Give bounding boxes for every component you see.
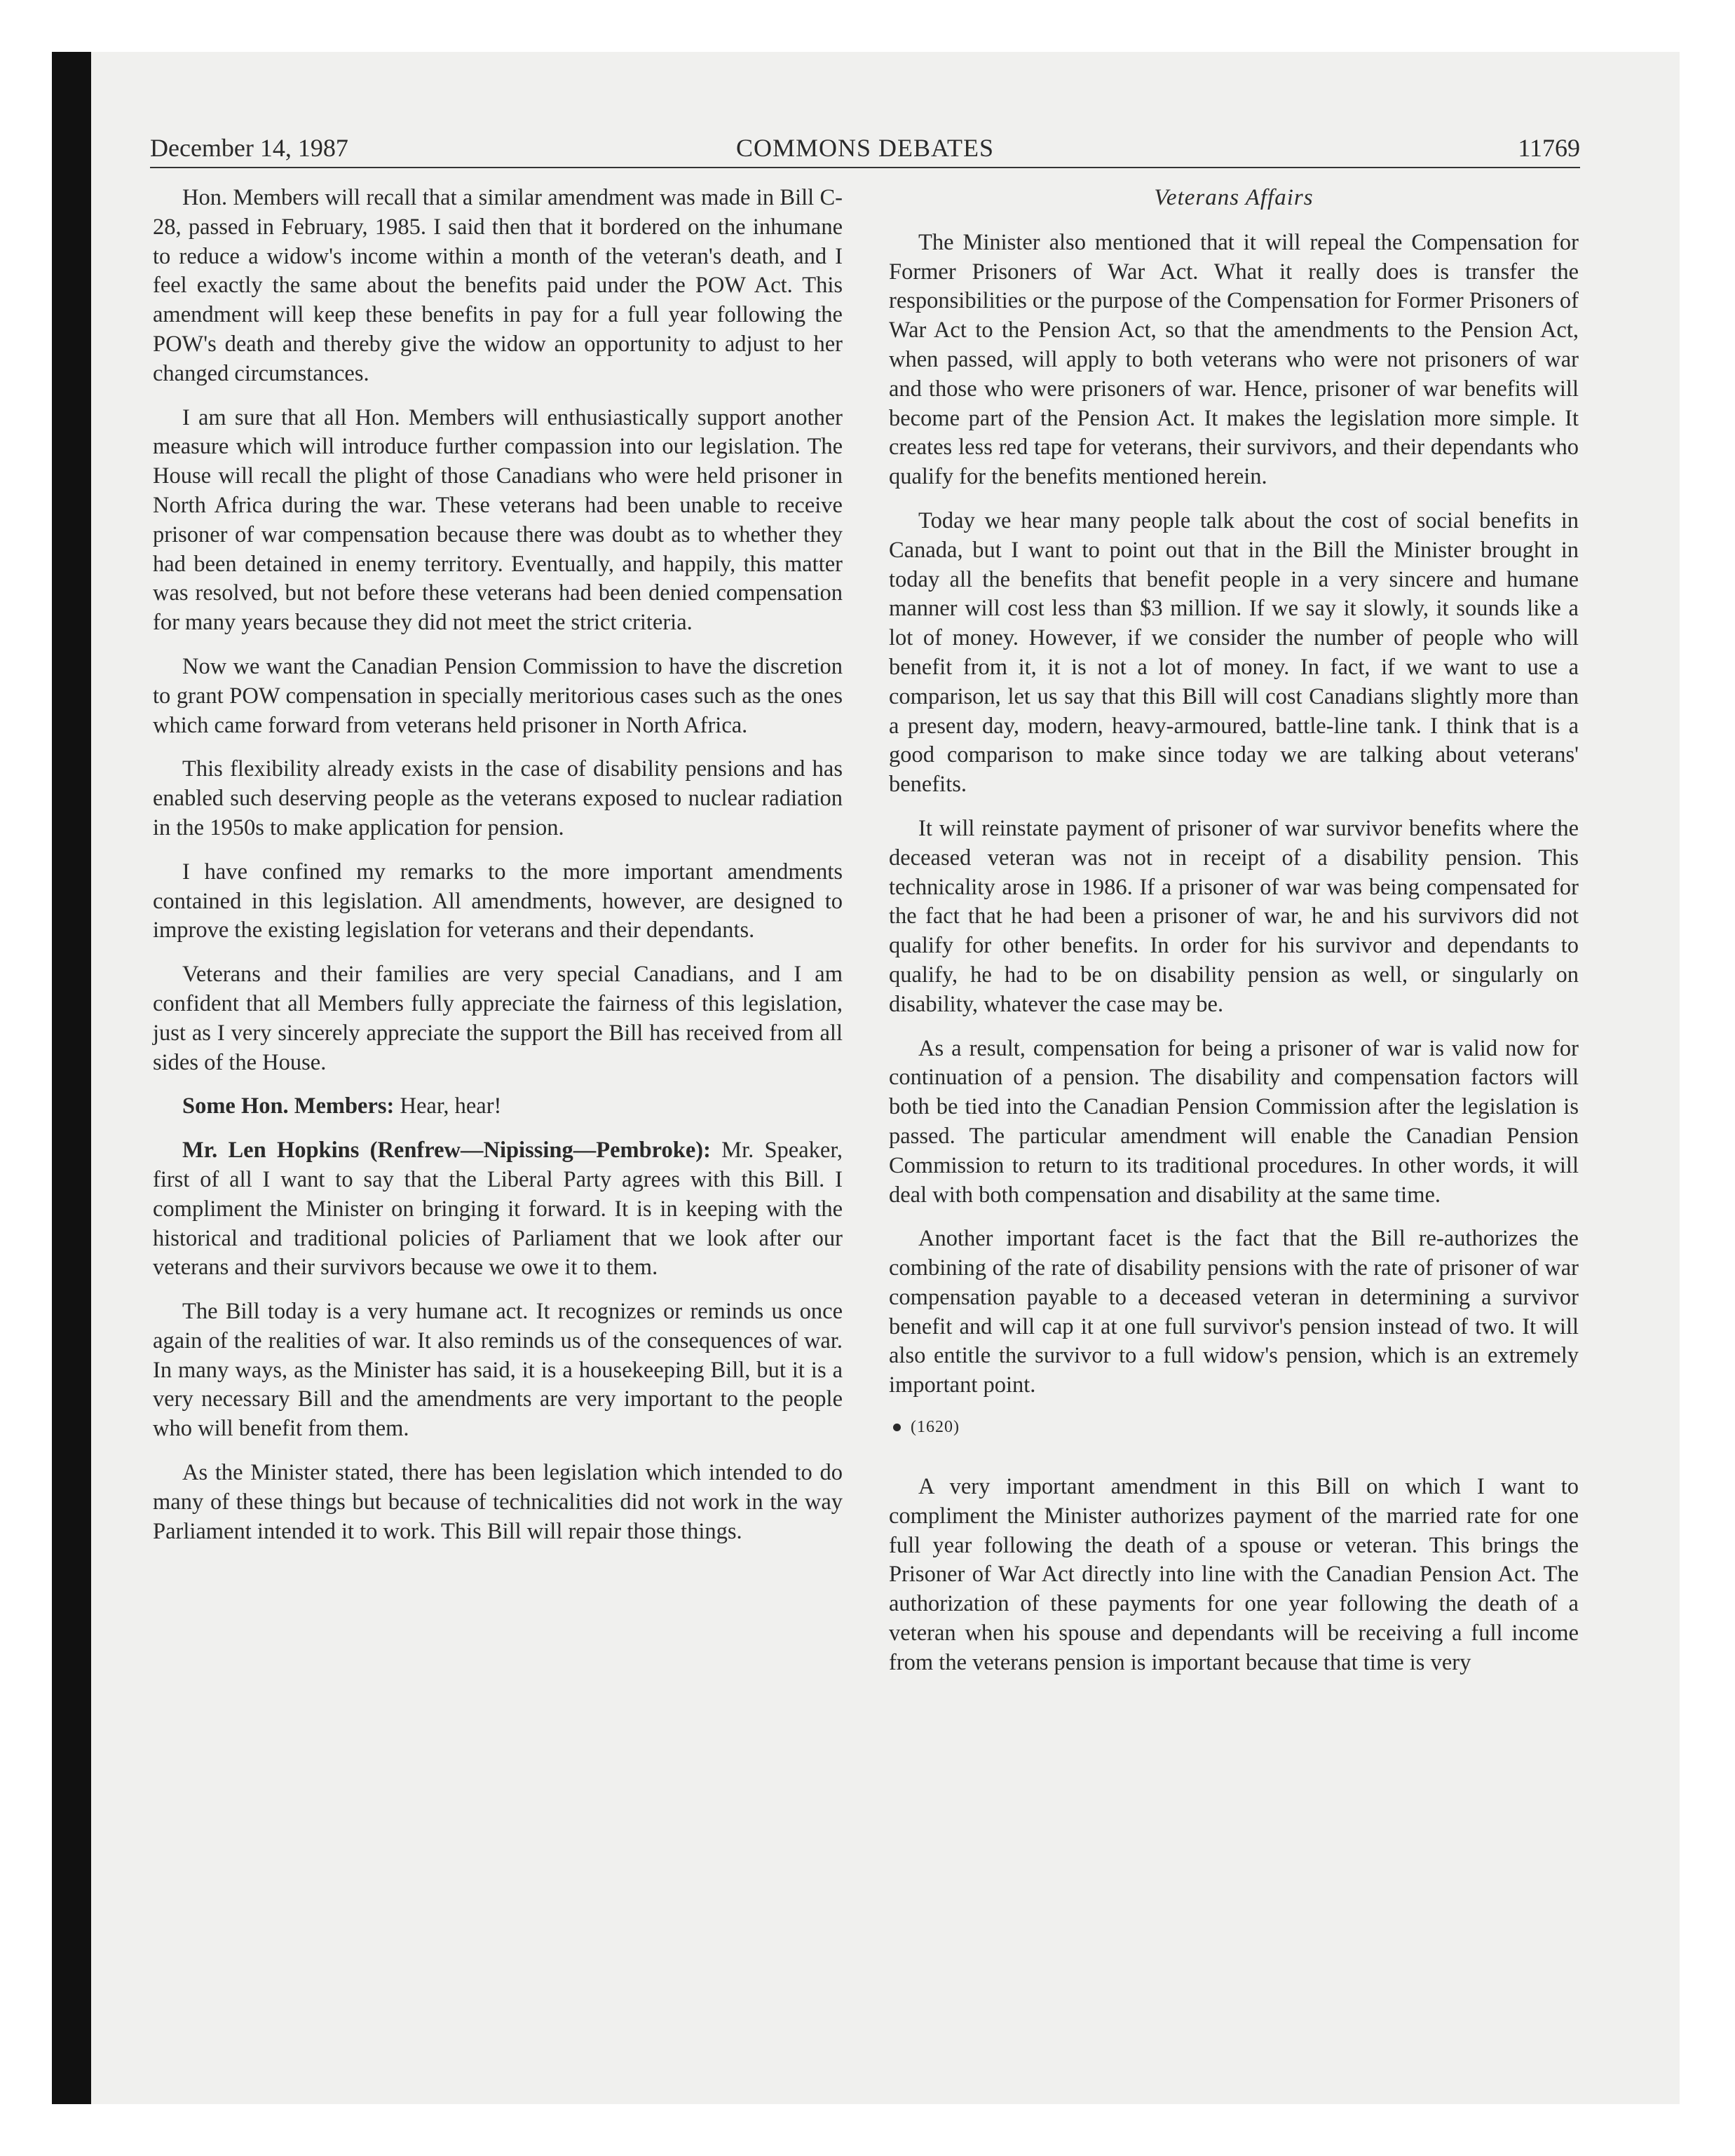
paragraph: Hon. Members will recall that a similar amendment was made in Bill C-28, passed in February, 1985. I said then that it bordered on the inhumane to reduce a widow's income within a month of the veteran's death, and I feel exactly the same about the benefits paid under the POW Act. This amendment will keep these benefits in pay for a full year following the POW's death and thereby give the widow an opportunity to adjust to her changed circumstances. — [153, 185, 843, 386]
paragraph: A very important amendment in this Bill on which I want to compliment the Minister authorizes payment of the married rate for one full year following the death of a spouse or veteran. This brings the Prisoner of War Act directly into line with the Canadian Pension Act. The authorization of these payments for one year following the death of a veteran when his spouse and dependants will be receiving a full income from the veterans pension is important because that time is very — [889, 1474, 1579, 1675]
running-head: Veterans Affairs — [1154, 185, 1314, 210]
interjection — [153, 1092, 843, 1121]
paragraph: The Minister also mentioned that it will repeal the Compensation for Former Prisoners of War Act. What it really does is transfer the responsibilities or the purpose of the Compensation for Former Prisoners of War Act to the Pension Act, so that the amendments to the Pension Act, when passed, will apply to both veterans who were not prisoners of war and those who were prisoners of war. Hence, prisoner of war benefits will become part of the Pension Act. It makes the legislation more simple. It creates less red tape for veterans, their survivors, and their dependants who qualify for the benefits mentioned herein. — [889, 229, 1579, 490]
paragraph: This flexibility already exists in the case of disability pensions and has enabled such deserving people as the veterans exposed to nuclear radiation in the 1950s to make application for pension. — [153, 756, 843, 840]
paragraph: Today we hear many people talk about the cost of social benefits in Canada, but I want to point out that in the Bill the Minister brought in today all the benefits that benefit people in a very sincere and humane manner will cost less than $3 million. If we say it slowly, it sounds like a lot of money. However, if we consider the number of people who will benefit from it, it is not a lot of money. In fact, if we want to use a comparison, let us say that this Bill will cost Canadians slightly more than a present day, modern, heavy-armoured, battle-line tank. I think that is a good comparison to make since today we are talking about veterans' benefits. — [889, 507, 1579, 798]
speech-opening — [153, 1136, 843, 1283]
header-rule — [150, 167, 1580, 168]
paragraph: It will reinstate payment of prisoner of war survivor benefits where the deceased veteran was not in receipt of a disability pension. This technicality arose in 1986. If a prisoner of war was being compensated for the fact that he had been a prisoner of war, he and his survivors did not qualify for other benefits. In order for his survivor and dependants to qualify, he had to be on disability pension as well, or singularly on disability, whatever the case may be. — [889, 815, 1579, 1017]
speaker-name: Some Hon. Members: — [182, 1093, 395, 1119]
interjection-text: Hear, hear! — [394, 1093, 502, 1119]
left-column — [153, 184, 843, 1561]
header-date: December 14, 1987 — [150, 134, 348, 162]
binding-edge — [52, 52, 91, 2104]
paragraph: As a result, compensation for being a prisoner of war is valid now for continuation of a pension. The disability and compensation factors will both be tied into the Canadian Pension Commission after the legislation is passed. The particular amendment will enable the Canadian Pension Commission to return to its traditional procedures. In other words, it will deal with both compensation and disability at the same time. — [889, 1035, 1579, 1208]
page-header — [150, 130, 1580, 165]
header-page-number: 11769 — [1518, 134, 1580, 162]
paragraph: I have confined my remarks to the more important amendments contained in this legislation. All amendments, however, are designed to improve the existing legislation for veterans and their dependants. — [153, 859, 843, 943]
speech-text: Mr. Speaker, first of all I want to say that the Liberal Party agrees with this Bill. I compliment the Minister on bringing it forward. It is in keeping with the historical and traditional policies of Parliament that we look after our veterans and their survivors because we owe it to them. — [153, 1138, 843, 1281]
timestamp — [889, 1415, 1579, 1439]
bullet-icon — [893, 1424, 901, 1431]
speaker-name: Mr. Len Hopkins (Renfrew—Nipissing—Pembroke): — [182, 1138, 711, 1164]
paragraph: As the Minister stated, there has been legislation which intended to do many of these things but because of technicalities did not work in the way Parliament intended it to work. This Bill will repair those things. — [153, 1460, 843, 1544]
timestamp-text: (1620) — [911, 1418, 960, 1437]
paragraph: The Bill today is a very humane act. It recognizes or reminds us once again of the realities of war. It also reminds us of the consequences of war. In many ways, as the Minister has said, it is a housekeeping Bill, but it is a very necessary Bill and the amendments are very important to the people who will benefit from them. — [153, 1299, 843, 1442]
paragraph: Now we want the Canadian Pension Commission to have the discretion to grant POW compensation in specially meritorious cases such as the ones which came forward from veterans held prisoner in North Africa. — [153, 653, 843, 738]
paragraph: Another important facet is the fact that the Bill re-authorizes the combining of the rate of disability pensions with the rate of prisoner of war compensation payable to a deceased veteran in determining a survivor benefit and will cap it at one full survivor's pension instead of two. It will also entitle the survivor to a full widow's pension, which is an extremely important point. — [889, 1226, 1579, 1398]
header-title: COMMONS DEBATES — [735, 134, 995, 162]
right-column — [889, 184, 1579, 1693]
paragraph: I am sure that all Hon. Members will enthusiastically support another measure which will introduce further compassion into our legislation. The House will recall the plight of those Canadians who were held prisoner in North Africa during the war. These veterans had been unable to receive prisoner of war compensation because there was doubt as to whether they had been detained in enemy territory. Eventually, and happily, this matter was resolved, but not before these veterans had been denied compensation for many years because they did not meet the strict criteria. — [153, 404, 843, 636]
paragraph: Veterans and their families are very special Canadians, and I am confident that all Members fully appreciate the fairness of this legislation, just as I very sincerely appreciate the support the Bill has received from all sides of the House. — [153, 962, 843, 1075]
